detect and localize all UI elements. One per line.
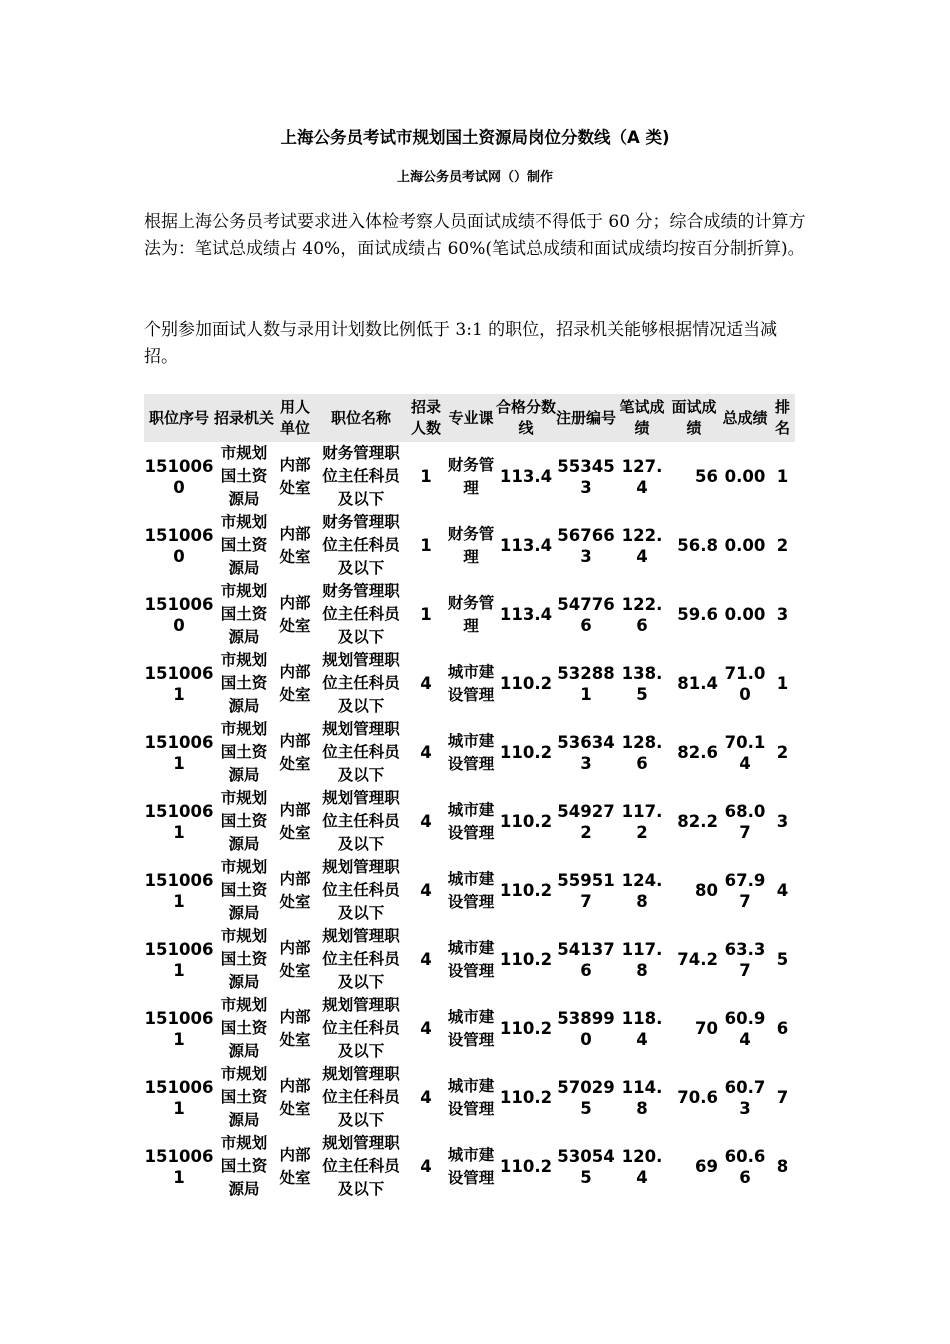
cell-col-passing-score: 110.2: [499, 1019, 553, 1038]
cell-col-total-score: 71.00: [724, 663, 766, 704]
header-col-quota: 招录人数: [406, 394, 446, 442]
cell-col-subject: 城市建设管理: [447, 1007, 495, 1049]
cell-col-total-score: 67.97: [724, 870, 766, 911]
cell-col-passing-score: 110.2: [499, 881, 553, 900]
cell-col-position-name: 规划管理职位主任科员及以下: [322, 858, 400, 922]
cell-col-agency: 市规划国土资源局: [220, 582, 268, 646]
cell-col-agency: 市规划国土资源局: [220, 789, 268, 853]
table-row: [144, 511, 795, 580]
cell-col-total-score: 60.73: [724, 1077, 766, 1118]
cell-col-quota: 4: [420, 1157, 432, 1176]
cell-col-written-score: 124.8: [621, 870, 663, 911]
cell-col-written-score: 127.4: [621, 456, 663, 497]
header-col-passing-score: 合格分数线: [496, 394, 556, 442]
cell-col-agency: 市规划国土资源局: [220, 858, 268, 922]
cell-col-subject: 城市建设管理: [447, 869, 495, 911]
cell-col-position-name: 财务管理职位主任科员及以下: [322, 444, 400, 508]
cell-col-written-score: 122.6: [621, 594, 663, 635]
header-col-written-score: 笔试成绩: [616, 394, 668, 442]
header-col-position-id: 职位序号: [144, 394, 214, 442]
table-row: [144, 580, 795, 649]
cell-col-position-name: 财务管理职位主任科员及以下: [322, 513, 400, 577]
cell-col-agency: 市规划国土资源局: [220, 444, 268, 508]
cell-col-unit: 内部处室: [279, 455, 311, 497]
cell-col-unit: 内部处室: [279, 1076, 311, 1118]
cell-col-position-id: 1510061: [144, 1146, 214, 1187]
score-table: [144, 394, 795, 1201]
cell-col-position-id: 1510061: [144, 1008, 214, 1049]
cell-col-quota: 1: [420, 467, 432, 486]
cell-col-interview-score: 82.6: [677, 743, 718, 762]
table-row: [144, 718, 795, 787]
cell-col-reg-number: 553453: [557, 456, 615, 497]
header-col-total-score: 总成绩: [720, 394, 770, 442]
table-header-row: [144, 394, 795, 442]
cell-col-total-score: 60.66: [724, 1146, 766, 1187]
cell-col-agency: 市规划国土资源局: [220, 927, 268, 991]
cell-col-rank: 5: [776, 950, 789, 969]
cell-col-interview-score: 74.2: [677, 950, 718, 969]
cell-col-total-score: 60.94: [724, 1008, 766, 1049]
cell-col-quota: 4: [420, 1088, 432, 1107]
cell-col-total-score: 63.37: [724, 939, 766, 980]
cell-col-passing-score: 110.2: [499, 1157, 553, 1176]
cell-col-passing-score: 110.2: [499, 743, 553, 762]
cell-col-position-name: 规划管理职位主任科员及以下: [322, 996, 400, 1060]
cell-col-subject: 城市建设管理: [447, 800, 495, 842]
cell-col-reg-number: 567663: [557, 525, 615, 566]
cell-col-passing-score: 113.4: [499, 605, 553, 624]
cell-col-written-score: 118.4: [621, 1008, 663, 1049]
cell-col-unit: 内部处室: [279, 731, 311, 773]
cell-col-unit: 内部处室: [279, 593, 311, 635]
cell-col-position-id: 1510060: [144, 594, 214, 635]
cell-col-interview-score: 70.6: [677, 1088, 718, 1107]
cell-col-written-score: 120.4: [621, 1146, 663, 1187]
document-title: 上海公务员考试市规划国土资源局岗位分数线（A 类): [280, 128, 670, 147]
cell-col-total-score: 70.14: [724, 732, 766, 773]
cell-col-passing-score: 113.4: [499, 536, 553, 555]
cell-col-quota: 4: [420, 743, 432, 762]
cell-col-passing-score: 110.2: [499, 674, 553, 693]
cell-col-position-name: 规划管理职位主任科员及以下: [322, 1065, 400, 1129]
table-row: [144, 1063, 795, 1132]
cell-col-agency: 市规划国土资源局: [220, 651, 268, 715]
cell-col-agency: 市规划国土资源局: [220, 720, 268, 784]
cell-col-total-score: 0.00: [724, 467, 766, 486]
cell-col-rank: 1: [776, 467, 789, 486]
cell-col-position-id: 1510060: [144, 456, 214, 497]
cell-col-position-name: 规划管理职位主任科员及以下: [322, 927, 400, 991]
cell-col-position-name: 规划管理职位主任科员及以下: [322, 720, 400, 784]
cell-col-rank: 3: [776, 605, 789, 624]
cell-col-quota: 4: [420, 1019, 432, 1038]
cell-col-position-id: 1510060: [144, 525, 214, 566]
cell-col-rank: 2: [776, 743, 789, 762]
cell-col-reg-number: 536343: [557, 732, 615, 773]
table-body: [144, 442, 795, 1201]
cell-col-written-score: 122.4: [621, 525, 663, 566]
cell-col-position-id: 1510061: [144, 939, 214, 980]
cell-col-total-score: 68.07: [724, 801, 766, 842]
cell-col-subject: 城市建设管理: [447, 731, 495, 773]
cell-col-passing-score: 110.2: [499, 1088, 553, 1107]
cell-col-quota: 1: [420, 605, 432, 624]
cell-col-total-score: 0.00: [724, 536, 766, 555]
cell-col-subject: 城市建设管理: [447, 662, 495, 704]
cell-col-unit: 内部处室: [279, 1145, 311, 1187]
cell-col-written-score: 128.6: [621, 732, 663, 773]
cell-col-interview-score: 56: [695, 467, 718, 486]
table-row: [144, 649, 795, 718]
cell-col-written-score: 117.2: [621, 801, 663, 842]
cell-col-total-score: 0.00: [724, 605, 766, 624]
cell-col-interview-score: 80: [695, 881, 718, 900]
cell-col-subject: 财务管理: [447, 524, 495, 566]
cell-col-quota: 4: [420, 674, 432, 693]
cell-col-reg-number: 570295: [557, 1077, 615, 1118]
cell-col-quota: 4: [420, 812, 432, 831]
cell-col-rank: 8: [776, 1157, 789, 1176]
cell-col-written-score: 117.8: [621, 939, 663, 980]
cell-col-interview-score: 70: [695, 1019, 718, 1038]
cell-col-reg-number: 532881: [557, 663, 615, 704]
intro-paragraph-2: 个别参加面试人数与录用计划数比例低于 3:1 的职位，招录机关能够根据情况适当减招。: [144, 320, 778, 367]
table-row: [144, 925, 795, 994]
table-row: [144, 442, 795, 511]
cell-col-unit: 内部处室: [279, 524, 311, 566]
document-subtitle: 上海公务员考试网（）制作: [396, 170, 553, 185]
cell-col-reg-number: 549272: [557, 801, 615, 842]
cell-col-quota: 1: [420, 536, 432, 555]
cell-col-rank: 7: [776, 1088, 789, 1107]
cell-col-unit: 内部处室: [279, 1007, 311, 1049]
cell-col-agency: 市规划国土资源局: [220, 1134, 268, 1198]
cell-col-interview-score: 82.2: [677, 812, 718, 831]
cell-col-subject: 财务管理: [447, 593, 495, 635]
cell-col-position-name: 财务管理职位主任科员及以下: [322, 582, 400, 646]
cell-col-agency: 市规划国土资源局: [220, 513, 268, 577]
cell-col-reg-number: 541376: [557, 939, 615, 980]
cell-col-reg-number: 547766: [557, 594, 615, 635]
cell-col-subject: 财务管理: [447, 455, 495, 497]
cell-col-rank: 4: [776, 881, 789, 900]
cell-col-quota: 4: [420, 950, 432, 969]
header-col-reg-number: 注册编号: [556, 394, 616, 442]
cell-col-written-score: 138.5: [621, 663, 663, 704]
cell-col-passing-score: 110.2: [499, 950, 553, 969]
header-col-position-name: 职位名称: [316, 394, 406, 442]
cell-col-reg-number: 559517: [557, 870, 615, 911]
cell-col-agency: 市规划国土资源局: [220, 996, 268, 1060]
cell-col-interview-score: 59.6: [677, 605, 718, 624]
cell-col-unit: 内部处室: [279, 869, 311, 911]
cell-col-position-name: 规划管理职位主任科员及以下: [322, 789, 400, 853]
cell-col-interview-score: 56.8: [677, 536, 718, 555]
header-col-agency: 招录机关: [214, 394, 274, 442]
cell-col-position-name: 规划管理职位主任科员及以下: [322, 651, 400, 715]
cell-col-rank: 2: [776, 536, 789, 555]
cell-col-unit: 内部处室: [279, 662, 311, 704]
cell-col-passing-score: 110.2: [499, 812, 553, 831]
cell-col-interview-score: 69: [695, 1157, 718, 1176]
cell-col-rank: 6: [776, 1019, 789, 1038]
cell-col-written-score: 114.8: [621, 1077, 663, 1118]
table-row: [144, 787, 795, 856]
header-col-subject: 专业课: [446, 394, 496, 442]
header-col-unit: 用人单位: [274, 394, 316, 442]
cell-col-unit: 内部处室: [279, 800, 311, 842]
cell-col-reg-number: 538990: [557, 1008, 615, 1049]
cell-col-subject: 城市建设管理: [447, 1076, 495, 1118]
cell-col-passing-score: 113.4: [499, 467, 553, 486]
cell-col-position-id: 1510061: [144, 732, 214, 773]
cell-col-quota: 4: [420, 881, 432, 900]
header-col-rank: 排名: [770, 394, 795, 442]
cell-col-rank: 1: [776, 674, 789, 693]
cell-col-position-id: 1510061: [144, 663, 214, 704]
cell-col-subject: 城市建设管理: [447, 938, 495, 980]
intro-paragraph-1: 根据上海公务员考试要求进入体检考察人员面试成绩不得低于 60 分；综合成绩的计算方法为：笔试总成绩占 40%，面试成绩占 60%(笔试总成绩和面试成绩均按百分制折算)。: [144, 212, 806, 259]
cell-col-interview-score: 81.4: [677, 674, 718, 693]
cell-col-unit: 内部处室: [279, 938, 311, 980]
cell-col-subject: 城市建设管理: [447, 1145, 495, 1187]
cell-col-position-name: 规划管理职位主任科员及以下: [322, 1134, 400, 1198]
cell-col-position-id: 1510061: [144, 1077, 214, 1118]
cell-col-agency: 市规划国土资源局: [220, 1065, 268, 1129]
table-row: [144, 856, 795, 925]
table-row: [144, 1132, 795, 1201]
table-row: [144, 994, 795, 1063]
cell-col-rank: 3: [776, 812, 789, 831]
cell-col-reg-number: 530545: [557, 1146, 615, 1187]
cell-col-position-id: 1510061: [144, 801, 214, 842]
cell-col-position-id: 1510061: [144, 870, 214, 911]
header-col-interview-score: 面试成绩: [668, 394, 720, 442]
